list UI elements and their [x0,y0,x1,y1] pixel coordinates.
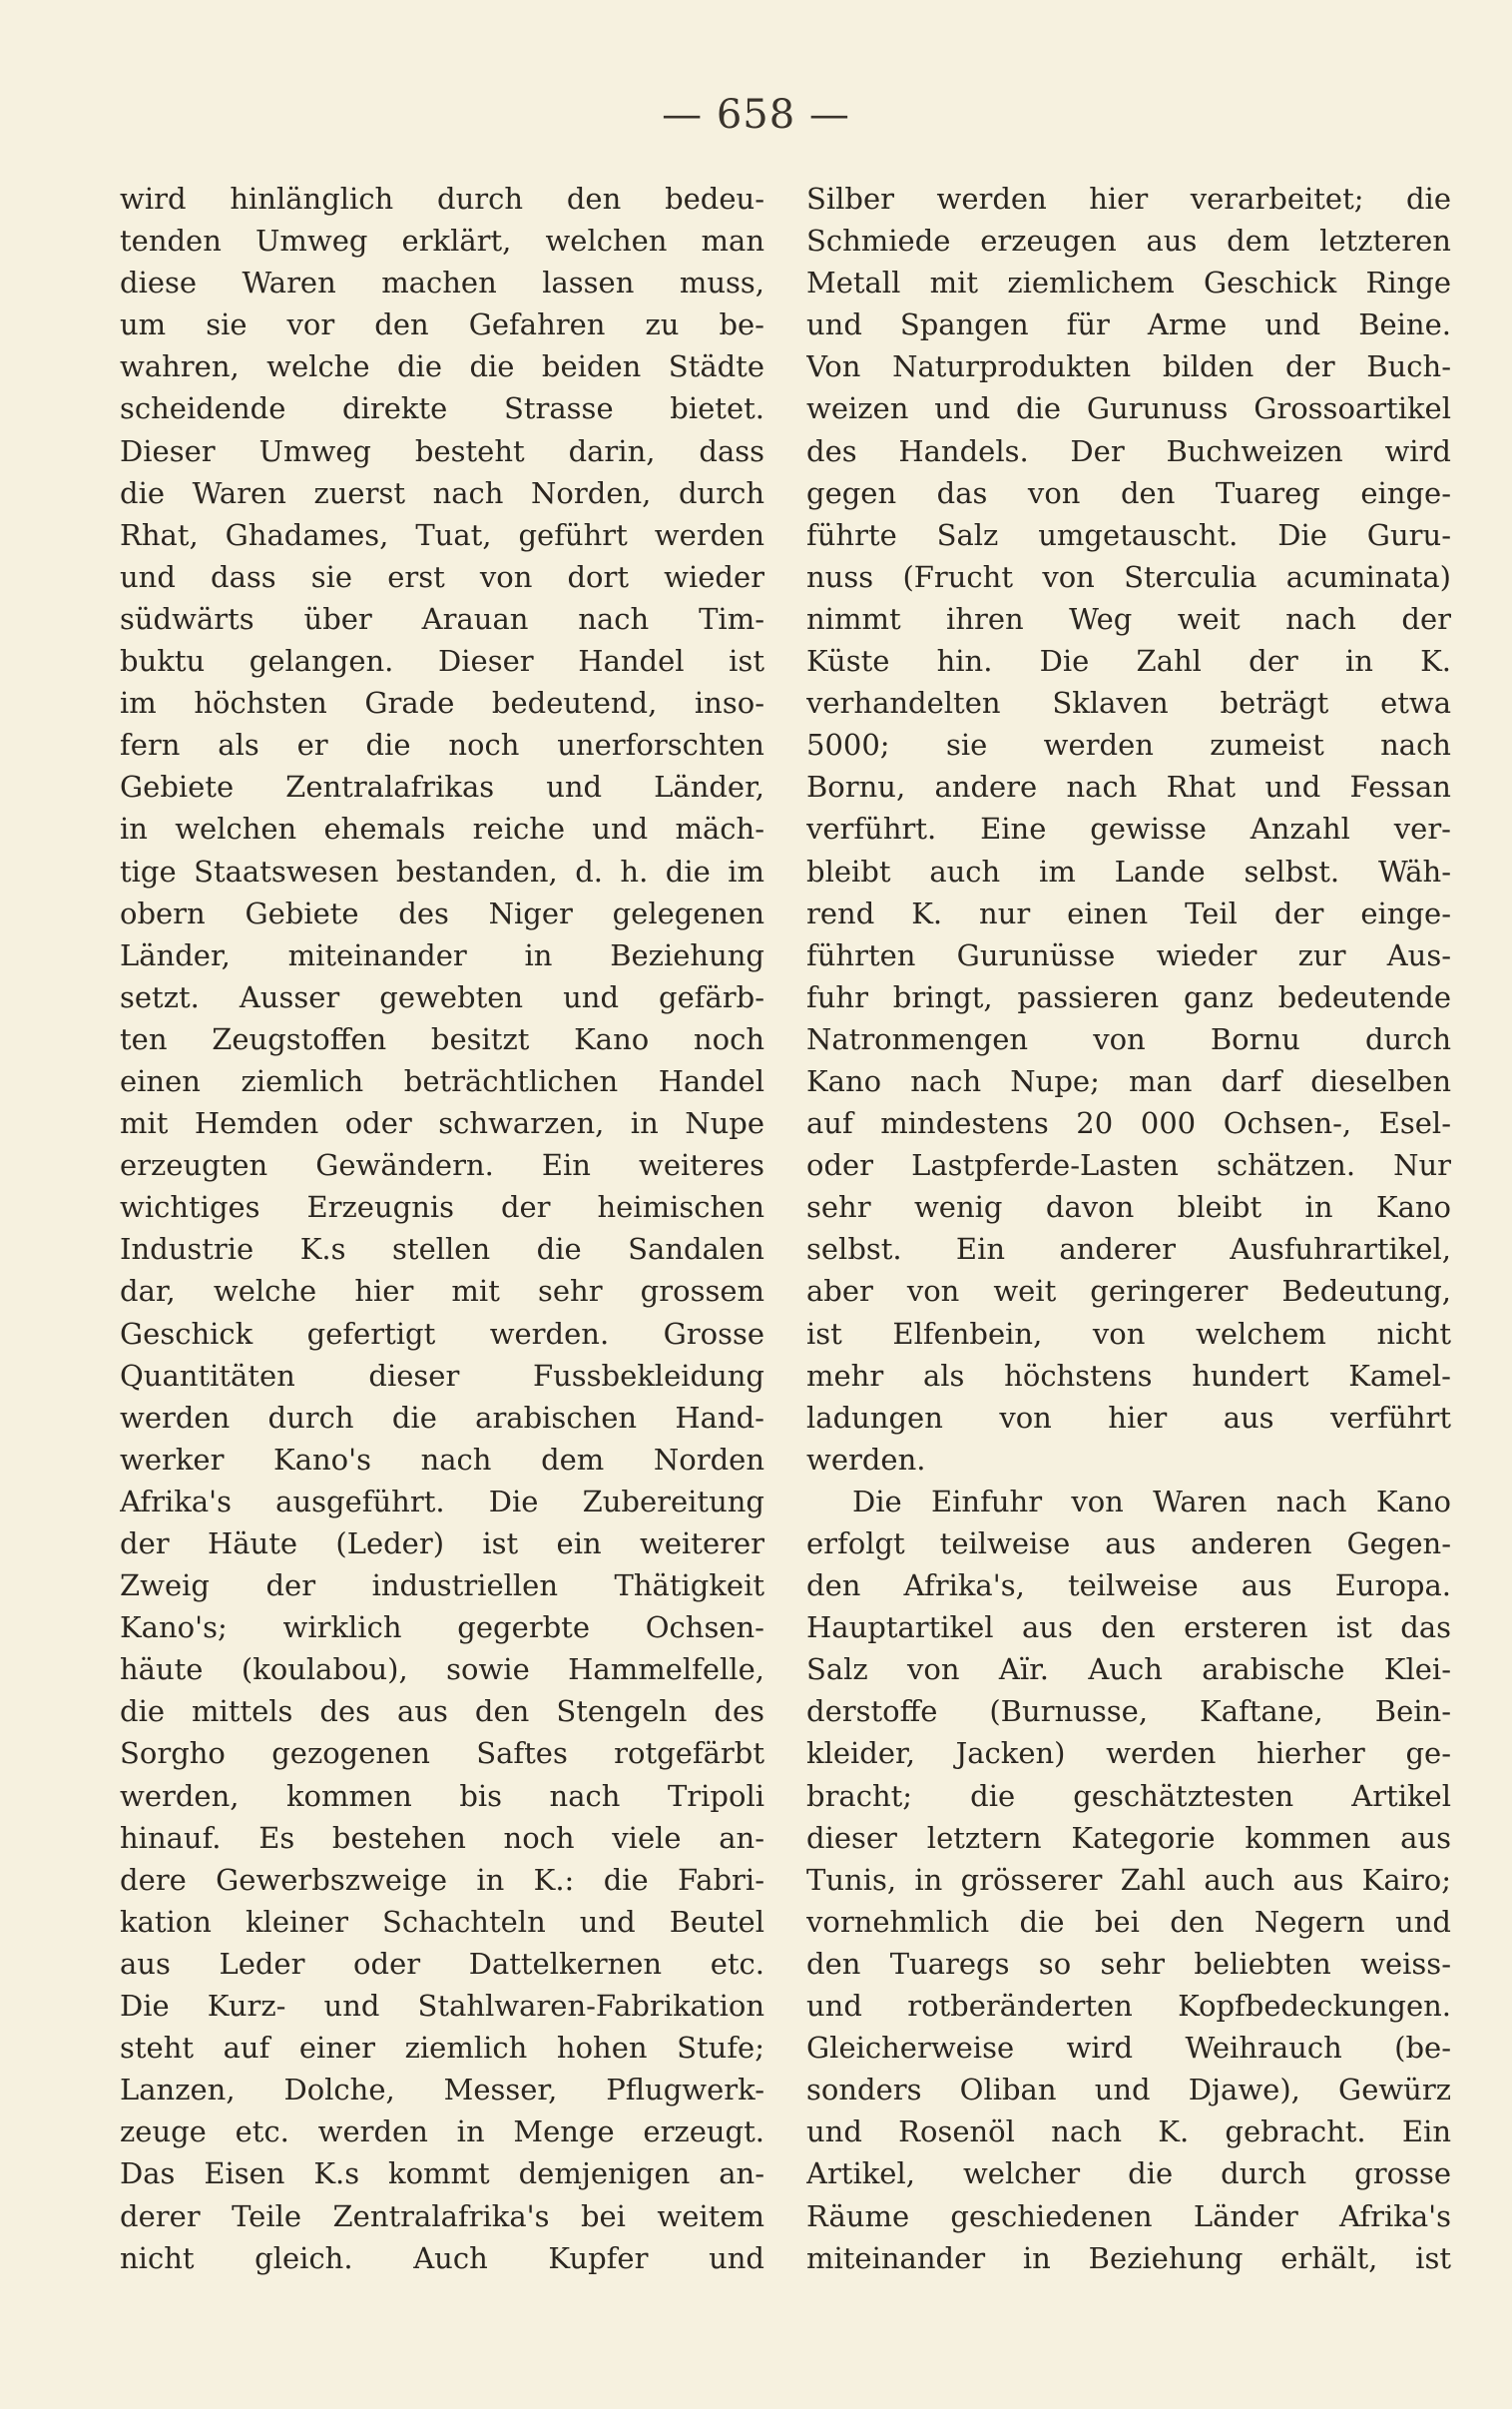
text-line: Zweig der industriellen Thätigkeit [120,1568,764,1603]
text-line: Hauptartikel aus den ersteren ist das [806,1610,1451,1645]
text-line: häute (koulabou), sowie Hammelfelle, [120,1652,764,1687]
text-line: Gebiete Zentralafrikas und Länder, [120,770,764,805]
text-line: Kano nach Nupe; man darf dieselben [806,1063,1451,1098]
text-line: bracht; die geschätztesten Artikel [806,1778,1451,1813]
text-line: den Afrika's, teilweise aus Europa. [806,1568,1451,1603]
text-line: 5000; sie werden zumeist nach [806,728,1451,763]
text-line: steht auf einer ziemlich hohen Stufe; [120,2031,764,2066]
text-line: rend K. nur einen Teil der einge- [806,896,1451,930]
text-line: einen ziemlich beträchtlichen Handel [120,1063,764,1098]
text-line: obern Gebiete des Niger gelegenen [120,896,764,930]
text-line: Tunis, in grösserer Zahl auch aus Kairo; [806,1862,1451,1897]
text-line: Artikel, welcher die durch grosse [806,2156,1451,2191]
left-text-column [120,178,764,2279]
text-line: oder Lastpferde-Lasten schätzen. Nur [806,1148,1451,1183]
text-line: selbst. Ein anderer Ausfuhrartikel, [806,1232,1451,1267]
text-line: Quantitäten dieser Fussbekleidung [120,1358,764,1393]
text-line: Räume geschiedenen Länder Afrika's [806,2198,1451,2233]
text-line: Afrika's ausgeführt. Die Zubereitung [120,1484,764,1518]
text-line: Lanzen, Dolche, Messer, Pflugwerk- [120,2073,764,2108]
text-line: werden. [806,1442,926,1477]
text-line: Natronmengen von Bornu durch [806,1021,1451,1056]
text-line: Dieser Umweg besteht darin, dass [120,433,764,468]
text-line: tenden Umweg erklärt, welchen man [120,224,764,259]
text-line: weizen und die Gurunuss Grossoartikel [806,391,1451,426]
text-line: zeuge etc. werden in Menge erzeugt. [120,2114,764,2149]
text-line: ist Elfenbein, von welchem nicht [806,1316,1451,1351]
text-line: Kano's; wirklich gegerbte Ochsen- [120,1610,764,1645]
text-line: aber von weit geringerer Bedeutung, [806,1274,1451,1309]
text-line: ladungen von hier aus verführt [806,1400,1451,1435]
text-line: wird hinlänglich durch den bedeu- [120,182,764,216]
text-line: Die Einfuhr von Waren nach Kano [852,1484,1451,1518]
text-line: erzeugten Gewändern. Ein weiteres [120,1148,764,1183]
text-line: Von Naturprodukten bilden der Buch- [806,349,1451,384]
text-line: ten Zeugstoffen besitzt Kano noch [120,1021,764,1056]
text-line: Küste hin. Die Zahl der in K. [806,644,1451,679]
text-line: verhandelten Sklaven beträgt etwa [806,686,1451,721]
text-line: fuhr bringt, passieren ganz bedeutende [806,979,1451,1014]
text-line: werden durch die arabischen Hand- [120,1400,764,1435]
text-line: Industrie K.s stellen die Sandalen [120,1232,764,1267]
text-line: werker Kano's nach dem Norden [120,1442,764,1477]
text-line: setzt. Ausser gewebten und gefärb- [120,979,764,1014]
text-line: dar, welche hier mit sehr grossem [120,1274,764,1309]
text-line: gegen das von den Tuareg einge- [806,475,1451,510]
text-line: Geschick gefertigt werden. Grosse [120,1316,764,1351]
text-line: und Spangen für Arme und Beine. [806,307,1451,342]
text-line: Rhat, Ghadames, Tuat, geführt werden [120,517,764,552]
text-line: werden, kommen bis nach Tripoli [120,1778,764,1813]
text-line: um sie vor den Gefahren zu be- [120,307,764,342]
text-line: wahren, welche die die beiden Städte [120,349,764,384]
text-line: fern als er die noch unerforschten [120,728,764,763]
text-line: Das Eisen K.s kommt demjenigen an- [120,2156,764,2191]
text-line: Gleicherweise wird Weihrauch (be- [806,2031,1451,2066]
text-line: scheidende direkte Strasse bietet. [120,391,764,426]
text-line: Sorgho gezogenen Saftes rotgefärbt [120,1736,764,1771]
text-line: den Tuaregs so sehr beliebten weiss- [806,1946,1451,1981]
text-line: Silber werden hier verarbeitet; die [806,182,1451,216]
text-line: Metall mit ziemlichem Geschick Ringe [806,266,1451,301]
text-line: wichtiges Erzeugnis der heimischen [120,1190,764,1225]
text-line: mehr als höchstens hundert Kamel- [806,1358,1451,1393]
text-line: Salz von Aïr. Auch arabische Klei- [806,1652,1451,1687]
text-line: kation kleiner Schachteln und Beutel [120,1904,764,1939]
text-line: die Waren zuerst nach Norden, durch [120,475,764,510]
text-line: buktu gelangen. Dieser Handel ist [120,644,764,679]
text-line: miteinander in Beziehung erhält, ist [806,2240,1451,2275]
text-line: führte Salz umgetauscht. Die Guru- [806,517,1451,552]
text-line: diese Waren machen lassen muss, [120,266,764,301]
text-line: und rotberänderten Kopfbedeckungen. [806,1989,1451,2024]
text-line: Länder, miteinander in Beziehung [120,937,764,972]
text-line: auf mindestens 20 000 Ochsen-, Esel- [806,1106,1451,1141]
text-line: aus Leder oder Dattelkernen etc. [120,1946,764,1981]
text-line: nicht gleich. Auch Kupfer und [120,2240,764,2275]
text-line: erfolgt teilweise aus anderen Gegen- [806,1526,1451,1560]
page-number: — 658 — [662,92,850,138]
text-line: verführt. Eine gewisse Anzahl ver- [806,812,1451,847]
text-line: Bornu, andere nach Rhat und Fessan [806,770,1451,805]
text-line: südwärts über Arauan nach Tim- [120,601,764,636]
text-line: im höchsten Grade bedeutend, inso- [120,686,764,721]
right-text-column [806,178,1451,2279]
text-line: dieser letztern Kategorie kommen aus [806,1820,1451,1855]
text-line: Schmiede erzeugen aus dem letzteren [806,224,1451,259]
text-line: nuss (Frucht von Sterculia acuminata) [806,559,1451,594]
text-line: nimmt ihren Weg weit nach der [806,601,1451,636]
text-line: mit Hemden oder schwarzen, in Nupe [120,1106,764,1141]
text-line: der Häute (Leder) ist ein weiterer [120,1526,764,1560]
text-line: bleibt auch im Lande selbst. Wäh- [806,854,1451,889]
text-line: dere Gewerbszweige in K.: die Fabri- [120,1862,764,1897]
text-line: in welchen ehemals reiche und mäch- [120,812,764,847]
text-line: kleider, Jacken) werden hierher ge- [806,1736,1451,1771]
text-line: derer Teile Zentralafrika's bei weitem [120,2198,764,2233]
text-line: hinauf. Es bestehen noch viele an- [120,1820,764,1855]
text-line: derstoffe (Burnusse, Kaftane, Bein- [806,1694,1451,1729]
text-line: vornehmlich die bei den Negern und [806,1904,1451,1939]
text-line: führten Gurunüsse wieder zur Aus- [806,937,1451,972]
text-line: sonders Oliban und Djawe), Gewürz [806,2073,1451,2108]
text-line: des Handels. Der Buchweizen wird [806,433,1451,468]
text-line: die mittels des aus den Stengeln des [120,1694,764,1729]
text-line: und dass sie erst von dort wieder [120,559,764,594]
text-line: und Rosenöl nach K. gebracht. Ein [806,2114,1451,2149]
text-line: tige Staatswesen bestanden, d. h. die im [120,854,764,889]
text-line: Die Kurz- und Stahlwaren-Fabrikation [120,1989,764,2024]
text-line: sehr wenig davon bleibt in Kano [806,1190,1451,1225]
